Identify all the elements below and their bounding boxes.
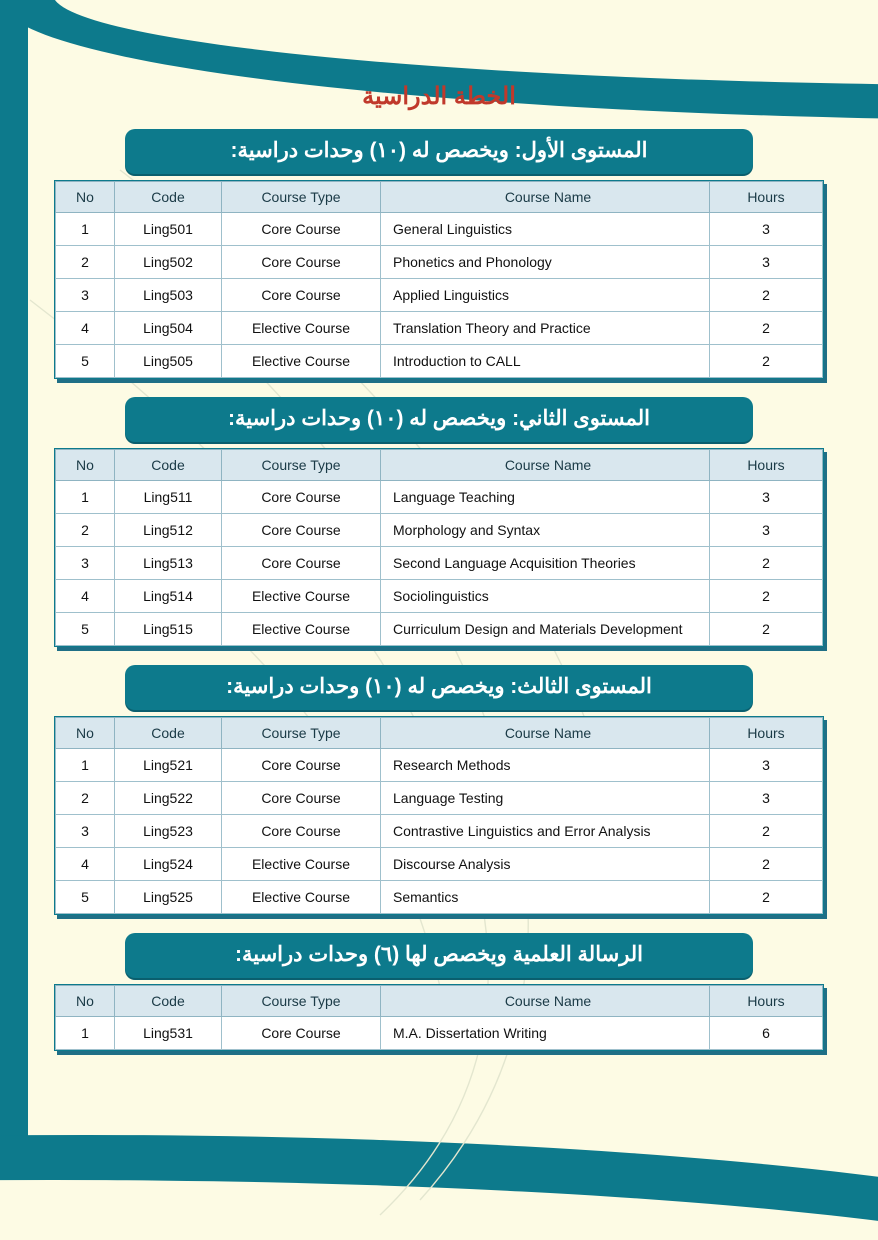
cell-course-name: Contrastive Linguistics and Error Analysis	[381, 815, 710, 848]
cell-course-name: Curriculum Design and Materials Development	[381, 613, 710, 646]
cell-code: Ling504	[115, 312, 222, 345]
table-row	[56, 246, 823, 279]
column-header-course-type: Course Type	[222, 450, 381, 481]
column-header-no: No	[56, 986, 115, 1017]
column-header-course-name: Course Name	[381, 986, 710, 1017]
cell-course-type: Elective Course	[222, 881, 381, 914]
cell-code: Ling502	[115, 246, 222, 279]
cell-course-name: Second Language Acquisition Theories	[381, 547, 710, 580]
table-level-2	[54, 448, 824, 647]
column-header-code: Code	[115, 182, 222, 213]
cell-code: Ling524	[115, 848, 222, 881]
table-row	[56, 1017, 823, 1050]
cell-course-type: Elective Course	[222, 312, 381, 345]
cell-no: 1	[56, 1017, 115, 1050]
table-level-1	[54, 180, 824, 379]
table-row	[56, 580, 823, 613]
column-header-course-name: Course Name	[381, 450, 710, 481]
cell-no: 2	[56, 246, 115, 279]
section-level-1	[0, 129, 878, 379]
cell-no: 4	[56, 580, 115, 613]
column-header-course-type: Course Type	[222, 718, 381, 749]
cell-hours: 2	[710, 279, 823, 312]
cell-course-type: Core Course	[222, 279, 381, 312]
cell-course-name: Sociolinguistics	[381, 580, 710, 613]
section-header-level-3: المستوى الثالث: ويخصص له (١٠) وحدات دراسية:	[125, 665, 753, 710]
table-row	[56, 481, 823, 514]
column-header-hours: Hours	[710, 986, 823, 1017]
column-header-course-name: Course Name	[381, 718, 710, 749]
cell-course-type: Elective Course	[222, 345, 381, 378]
cell-code: Ling523	[115, 815, 222, 848]
cell-course-type: Core Course	[222, 246, 381, 279]
cell-no: 3	[56, 279, 115, 312]
cell-code: Ling501	[115, 213, 222, 246]
column-header-code: Code	[115, 450, 222, 481]
cell-course-name: Translation Theory and Practice	[381, 312, 710, 345]
cell-hours: 2	[710, 547, 823, 580]
cell-course-name: Discourse Analysis	[381, 848, 710, 881]
table-row	[56, 749, 823, 782]
cell-course-type: Elective Course	[222, 580, 381, 613]
cell-course-name: Introduction to CALL	[381, 345, 710, 378]
cell-no: 1	[56, 749, 115, 782]
section-level-3	[0, 665, 878, 915]
table-row	[56, 815, 823, 848]
cell-course-name: General Linguistics	[381, 213, 710, 246]
cell-course-type: Elective Course	[222, 613, 381, 646]
cell-course-type: Core Course	[222, 782, 381, 815]
cell-course-type: Core Course	[222, 547, 381, 580]
section-header-level-2: المستوى الثاني: ويخصص له (١٠) وحدات دراسية:	[125, 397, 753, 442]
cell-code: Ling525	[115, 881, 222, 914]
cell-no: 2	[56, 514, 115, 547]
cell-hours: 2	[710, 345, 823, 378]
table-row	[56, 312, 823, 345]
cell-course-type: Elective Course	[222, 848, 381, 881]
cell-course-type: Core Course	[222, 514, 381, 547]
column-header-code: Code	[115, 986, 222, 1017]
table-row	[56, 213, 823, 246]
cell-code: Ling531	[115, 1017, 222, 1050]
cell-course-name: Morphology and Syntax	[381, 514, 710, 547]
cell-course-type: Core Course	[222, 815, 381, 848]
cell-hours: 3	[710, 246, 823, 279]
cell-course-name: Phonetics and Phonology	[381, 246, 710, 279]
cell-no: 5	[56, 345, 115, 378]
column-header-hours: Hours	[710, 718, 823, 749]
table-row	[56, 613, 823, 646]
cell-course-type: Core Course	[222, 749, 381, 782]
table-header-row	[56, 986, 823, 1017]
table-row	[56, 881, 823, 914]
cell-course-name: Research Methods	[381, 749, 710, 782]
cell-hours: 3	[710, 749, 823, 782]
table-dissertation	[54, 984, 824, 1051]
cell-no: 1	[56, 213, 115, 246]
cell-no: 2	[56, 782, 115, 815]
table-row	[56, 547, 823, 580]
cell-no: 4	[56, 848, 115, 881]
cell-hours: 2	[710, 815, 823, 848]
cell-code: Ling514	[115, 580, 222, 613]
column-header-course-type: Course Type	[222, 182, 381, 213]
section-level-2	[0, 397, 878, 647]
cell-no: 3	[56, 547, 115, 580]
cell-course-name: Language Teaching	[381, 481, 710, 514]
section-header-level-1: المستوى الأول: ويخصص له (١٠) وحدات دراسية:	[125, 129, 753, 174]
cell-code: Ling521	[115, 749, 222, 782]
cell-code: Ling513	[115, 547, 222, 580]
cell-hours: 2	[710, 312, 823, 345]
table-level-3	[54, 716, 824, 915]
cell-no: 4	[56, 312, 115, 345]
cell-course-type: Core Course	[222, 213, 381, 246]
column-header-code: Code	[115, 718, 222, 749]
column-header-hours: Hours	[710, 450, 823, 481]
cell-hours: 2	[710, 848, 823, 881]
page-title: الخطة الدراسية	[362, 83, 516, 110]
cell-no: 1	[56, 481, 115, 514]
table-header-row	[56, 182, 823, 213]
column-header-course-type: Course Type	[222, 986, 381, 1017]
cell-no: 5	[56, 613, 115, 646]
cell-code: Ling515	[115, 613, 222, 646]
cell-hours: 2	[710, 613, 823, 646]
table-row	[56, 279, 823, 312]
column-header-hours: Hours	[710, 182, 823, 213]
table-row	[56, 345, 823, 378]
table-row	[56, 782, 823, 815]
cell-hours: 3	[710, 514, 823, 547]
table-row	[56, 848, 823, 881]
cell-no: 3	[56, 815, 115, 848]
table-row	[56, 514, 823, 547]
cell-no: 5	[56, 881, 115, 914]
cell-course-name: Semantics	[381, 881, 710, 914]
cell-hours: 3	[710, 782, 823, 815]
cell-hours: 2	[710, 881, 823, 914]
table-header-row	[56, 450, 823, 481]
cell-code: Ling511	[115, 481, 222, 514]
section-dissertation	[0, 933, 878, 1051]
column-header-course-name: Course Name	[381, 182, 710, 213]
cell-hours: 2	[710, 580, 823, 613]
cell-course-name: Language Testing	[381, 782, 710, 815]
cell-course-type: Core Course	[222, 1017, 381, 1050]
cell-code: Ling505	[115, 345, 222, 378]
column-header-no: No	[56, 718, 115, 749]
cell-course-type: Core Course	[222, 481, 381, 514]
column-header-no: No	[56, 182, 115, 213]
table-header-row	[56, 718, 823, 749]
section-header-dissertation: الرسالة العلمية ويخصص لها (٦) وحدات دراسية:	[125, 933, 753, 978]
cell-hours: 6	[710, 1017, 823, 1050]
cell-course-name: Applied Linguistics	[381, 279, 710, 312]
cell-hours: 3	[710, 213, 823, 246]
cell-code: Ling522	[115, 782, 222, 815]
cell-course-name: M.A. Dissertation Writing	[381, 1017, 710, 1050]
cell-hours: 3	[710, 481, 823, 514]
column-header-no: No	[56, 450, 115, 481]
cell-code: Ling503	[115, 279, 222, 312]
cell-code: Ling512	[115, 514, 222, 547]
